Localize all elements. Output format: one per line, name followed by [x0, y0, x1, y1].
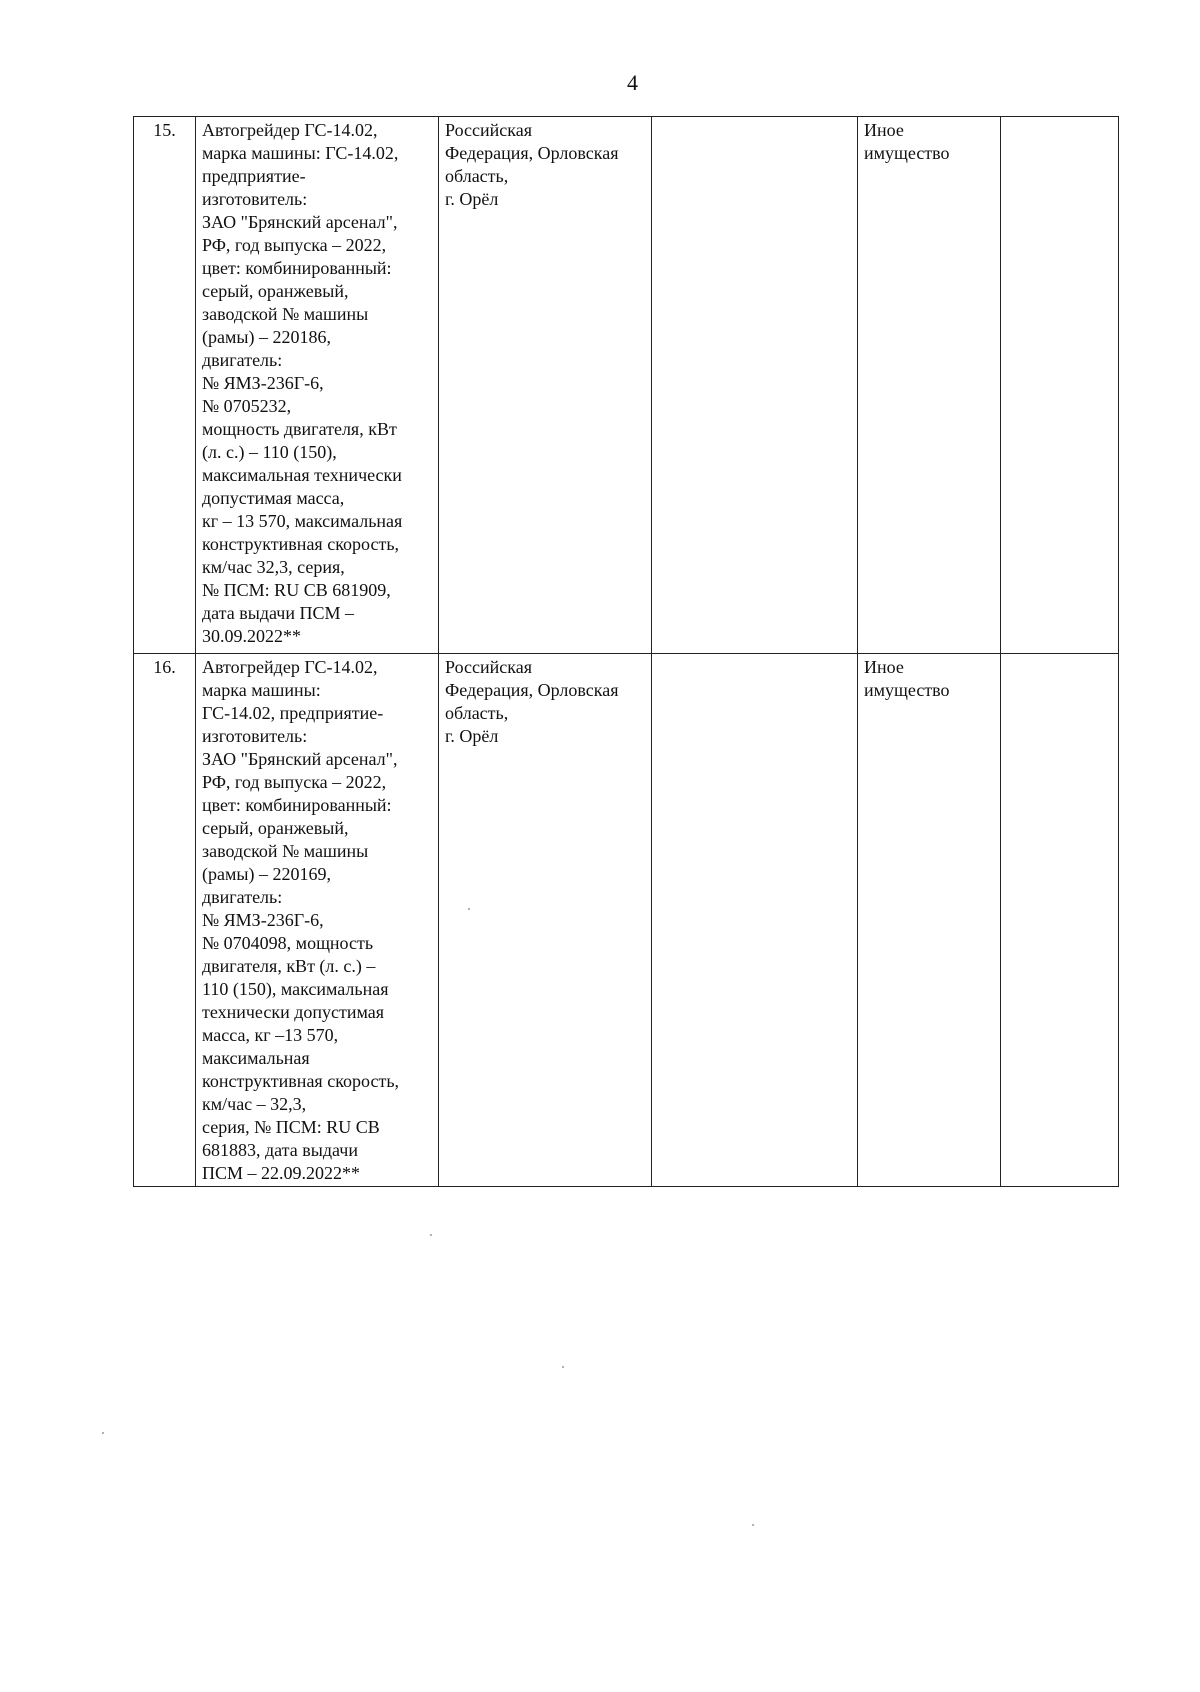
text-line: серый, оранжевый,: [202, 281, 349, 301]
row-number-cell: 15.: [134, 117, 196, 654]
scan-speck: [562, 1366, 564, 1368]
text-line: ПСМ – 22.09.2022**: [202, 1163, 361, 1183]
text-line: область,: [445, 703, 509, 723]
text-line: имущество: [864, 143, 950, 163]
description-cell: [196, 654, 439, 1187]
row-number-cell: 16.: [134, 654, 196, 1187]
scan-speck: [752, 1524, 754, 1526]
property-table: [133, 116, 1119, 1187]
text-line: Российская: [445, 657, 532, 677]
text-line: область,: [445, 166, 509, 186]
text-line: км/час 32,3, серия,: [202, 557, 345, 577]
text-line: серия, № ПСМ: RU CB: [202, 1117, 380, 1137]
text-line: 681883, дата выдачи: [202, 1140, 358, 1160]
text-line: марка машины: ГС-14.02,: [202, 143, 399, 163]
text-line: ГС-14.02, предприятие-: [202, 703, 384, 723]
text-line: масса, кг –13 570,: [202, 1025, 339, 1045]
text-line: № 0704098, мощность: [202, 933, 374, 953]
text-line: (рамы) – 220169,: [202, 864, 331, 884]
text-line: г. Орёл: [445, 189, 499, 209]
text-line: г. Орёл: [445, 726, 499, 746]
text-line: конструктивная скорость,: [202, 534, 400, 554]
property-type-cell: [858, 654, 1001, 1187]
empty-cell: [1001, 117, 1119, 654]
location-cell: [439, 654, 652, 1187]
text-line: изготовитель:: [202, 726, 308, 746]
text-line: Российская: [445, 120, 532, 140]
property-type-cell: [858, 117, 1001, 654]
text-line: технически допустимая: [202, 1002, 385, 1022]
text-line: двигатель:: [202, 887, 283, 907]
text-line: Иное: [864, 657, 904, 677]
empty-cell: [1001, 654, 1119, 1187]
text-line: изготовитель:: [202, 189, 308, 209]
text-line: дата выдачи ПСМ –: [202, 603, 354, 623]
text-line: заводской № машины: [202, 841, 369, 861]
text-line: Федерация, Орловская: [445, 680, 619, 700]
text-line: № ЯМЗ-236Г-6,: [202, 910, 324, 930]
scan-speck: [102, 1432, 104, 1434]
text-line: № ЯМЗ-236Г-6,: [202, 373, 324, 393]
text-line: ЗАО "Брянский арсенал",: [202, 749, 398, 769]
text-line: РФ, год выпуска – 2022,: [202, 235, 387, 255]
text-line: конструктивная скорость,: [202, 1071, 400, 1091]
text-line: № ПСМ: RU CB 681909,: [202, 580, 391, 600]
text-line: двигателя, кВт (л. с.) –: [202, 956, 376, 976]
text-line: двигатель:: [202, 350, 283, 370]
text-line: марка машины:: [202, 680, 321, 700]
description-cell: [196, 117, 439, 654]
text-line: Иное: [864, 120, 904, 140]
page-number: 4: [627, 70, 638, 95]
text-line: 110 (150), максимальная: [202, 979, 389, 999]
text-line: Автогрейдер ГС-14.02,: [202, 657, 378, 677]
table-row: [134, 117, 1119, 654]
text-line: Федерация, Орловская: [445, 143, 619, 163]
text-line: заводской № машины: [202, 304, 369, 324]
text-line: цвет: комбинированный:: [202, 258, 392, 278]
text-line: максимальная: [202, 1048, 310, 1068]
text-line: (л. с.) – 110 (150),: [202, 442, 337, 462]
text-line: максимальная технически: [202, 465, 402, 485]
text-line: 30.09.2022**: [202, 626, 301, 646]
text-line: кг – 13 570, максимальная: [202, 511, 403, 531]
text-line: допустимая масса,: [202, 488, 345, 508]
empty-cell: [652, 117, 858, 654]
empty-cell: [652, 654, 858, 1187]
text-line: РФ, год выпуска – 2022,: [202, 772, 387, 792]
text-line: км/час – 32,3,: [202, 1094, 307, 1114]
text-line: серый, оранжевый,: [202, 818, 349, 838]
text-line: (рамы) – 220186,: [202, 327, 331, 347]
location-cell: [439, 117, 652, 654]
text-line: предприятие-: [202, 166, 306, 186]
scan-speck: [430, 1234, 432, 1236]
text-line: имущество: [864, 680, 950, 700]
text-line: № 0705232,: [202, 396, 292, 416]
text-line: ЗАО "Брянский арсенал",: [202, 212, 398, 232]
text-line: Автогрейдер ГС-14.02,: [202, 120, 378, 140]
scan-speck: [468, 908, 470, 910]
table-row: [134, 654, 1119, 1187]
text-line: цвет: комбинированный:: [202, 795, 392, 815]
text-line: мощность двигателя, кВт: [202, 419, 397, 439]
